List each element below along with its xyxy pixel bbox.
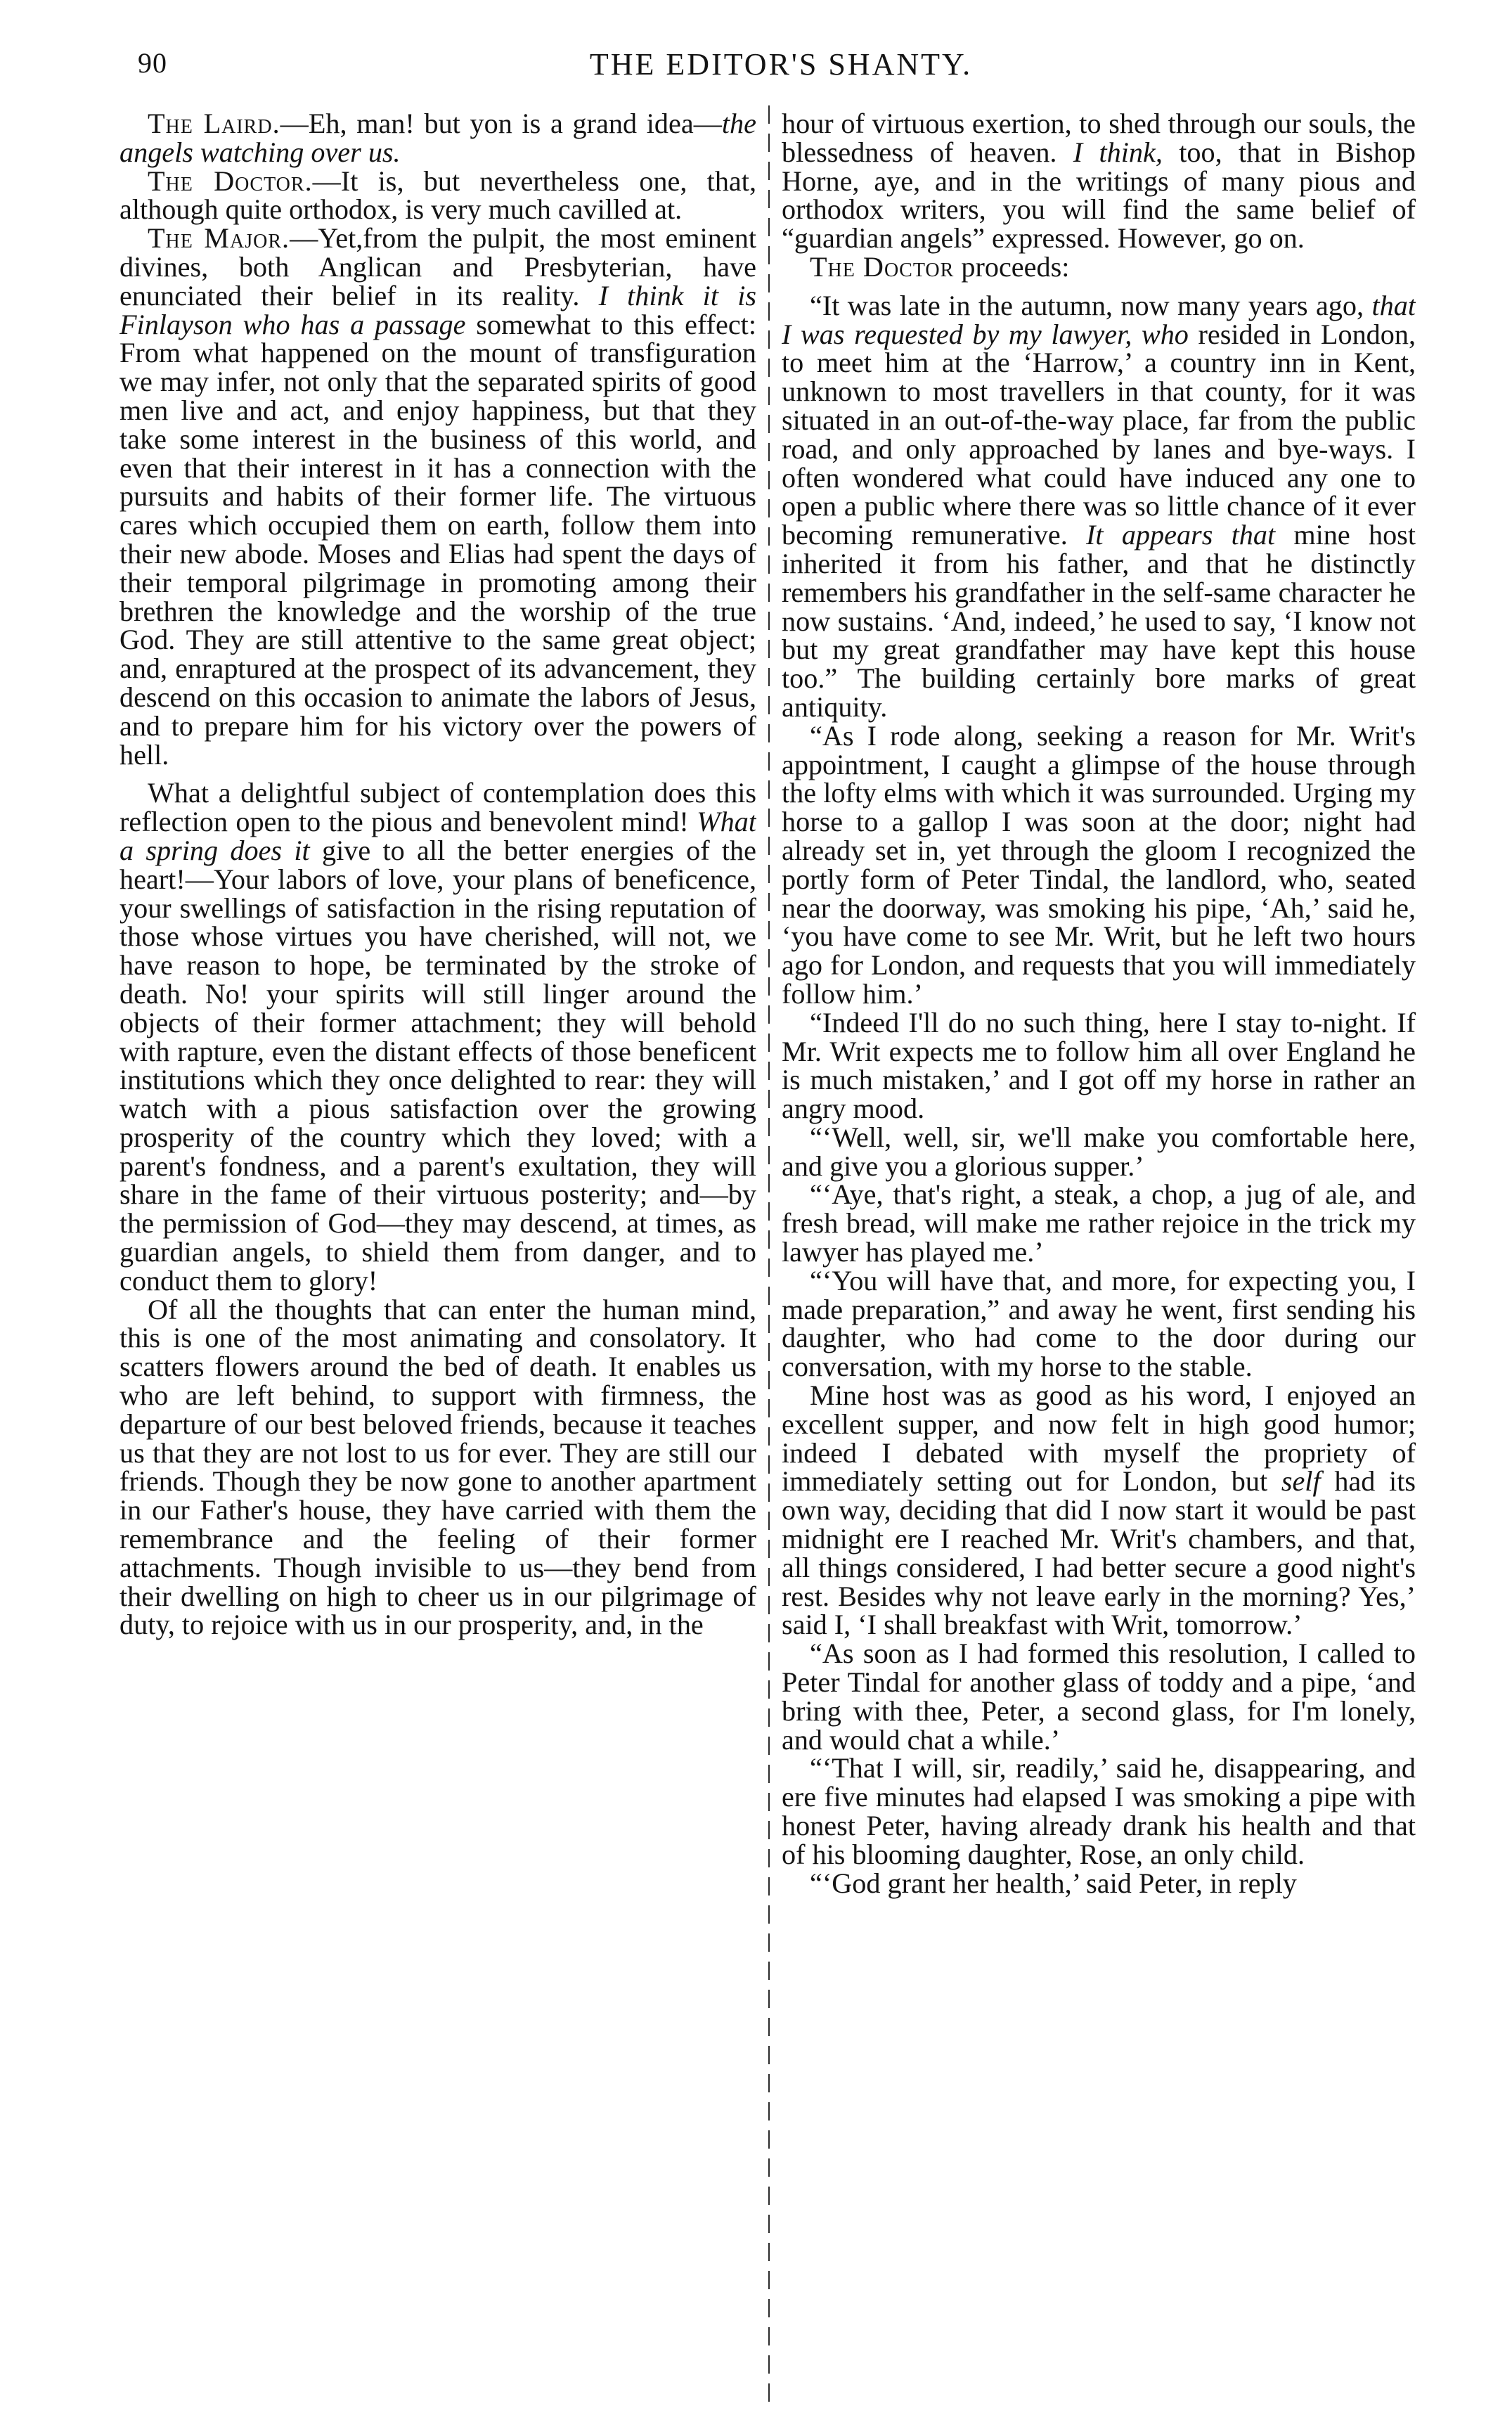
paragraph-text: “‘Aye, that's right, a steak, a chop, a jug of ale, and fresh bread, will make me rather rejoice in the trick my lawyer has played me.’ [782, 1178, 1416, 1268]
paragraph [782, 1379, 1416, 1641]
paragraph-text: “‘Well, well, sir, we'll make you comfortable here, and give you a glorious supper.’ [782, 1121, 1416, 1182]
running-title: THE EDITOR'S SHANTY. [589, 47, 973, 82]
paragraph-text: Mine host was as good as his word, I enjoyed an excellent supper, and now felt in high good humor; indeed I debated with myself the propriety of immediately setting out for London, but [782, 1379, 1416, 1498]
italic-text: What a spring does it [119, 806, 756, 866]
italic-text: It appears that [1086, 519, 1276, 551]
italic-text: the angels watching over us. [119, 110, 756, 168]
paragraph [782, 1637, 1416, 1756]
italic-text: self [1281, 1465, 1321, 1498]
paragraph [782, 250, 1416, 283]
paragraph-text: What a delightful subject of contemplation does this reflection open to the pious and benevolent mind! [119, 777, 756, 838]
italic-text: that I was requested by my lawyer, who [782, 289, 1416, 350]
speaker-name: The Major. [148, 222, 290, 255]
paragraph-text: resided in London, to meet him at the ‘Harrow,’ a country inn in Kent, unknown to most travellers in that county, for it was situated in an out-of-the-way place, far from the public road, and only approached by lanes and bye-ways. I often wondered what could have induced any one to open a public where there was so little chance of it ever becoming remunerative. [782, 318, 1416, 551]
paragraph-text: —Eh, man! but yon is a grand idea— [280, 110, 722, 139]
paragraph [782, 1754, 1416, 1869]
paragraph [782, 110, 1416, 253]
italic-text: I think, [1073, 136, 1163, 168]
paragraph [782, 1006, 1416, 1125]
paragraph-text: Of all the thoughts that can enter the human mind, this is one of the most animating and consolatory. It scatters flowers around the bed of death. It enables us who are left behind, to support with firmness, the departure of our best beloved friends, because it teaches us that they are not lost to us for ever. They are still our friends. Though they be now gone to another apartment in our Father's house, they have carried with them the remembrance and the feeling of their former attachments. Though invisible to us—they bend from their dwelling on high to cheer us in our pilgrimage of duty, to rejoice with us in our prosperity, and, in the [119, 1293, 756, 1641]
paragraph-text: —It is, but nevertheless one, that, although quite orthodox, is very much cavilled at. [119, 165, 756, 226]
paragraph [119, 1293, 756, 1641]
paragraph-text: —Yet,from the pulpit, the most eminent divines, both Anglican and Presbyterian, have enunciated their belief in its reality. [119, 222, 756, 311]
paragraph-text: “As soon as I had formed this resolution, I called to Peter Tindal for another glass of toddy and a pipe, ‘and bring with thee, Peter, a second glass, for I'm lonely, and would chat a while.’ [782, 1637, 1416, 1756]
speaker-name: The Laird. [148, 110, 280, 139]
running-head [138, 41, 1424, 90]
paragraph-text: “Indeed I'll do no such thing, here I stay to-night. If Mr. Writ expects me to follow him all over England he is much mistaken,’ and I got off my horse in rather an angry mood. [782, 1006, 1416, 1125]
paragraph-text: give to all the better energies of the heart!—Your labors of love, your plans of beneficence, your swellings of satisfaction in the rising reputation of those whose virtues you have cherished, will not, we have reason to hope, be terminated by the stroke of death. No! your spirits will still linger around the objects of their former attachment; they will behold with rapture, even the distant effects of those beneficent institutions which they once delighted to rear: they will watch with a pious satisfaction over the growing prosperity of the country which they loved; with a parent's fondness, and a parent's exultation, they will share in the fame of their virtuous posterity; and—by the permission of God—they may descend, at times, as guardian angels, to shield them from danger, and to conduct them to glory! [119, 834, 756, 1296]
paragraph [782, 1180, 1416, 1266]
paragraph-text: “As I rode along, seeking a reason for Mr. Writ's appointment, I caught a glimpse of the house through the lofty elms with which it was surrounded. Urging my horse to a gallop I was soon at the door; night had already set in, yet through the gloom I recognized the portly form of Peter Tindal, the landlord, who, seated near the doorway, was smoking his pipe, ‘Ah,’ said he, ‘you have come to see Mr. Writ, but he left two hours ago for London, and requests that you will immediately follow him.’ [782, 719, 1416, 1010]
paragraph [782, 719, 1416, 1010]
paragraph [119, 224, 756, 769]
paragraph-text: had its own way, deciding that did I now start it would be past midnight ere I reached Mr. Writ's chambers, and that, all things considered, I had better secure a good night's rest. Besides why not leave early in the morning? Yes,’ said I, ‘I shall breakfast with Writ, tomorrow.’ [782, 1465, 1416, 1641]
speaker-name: The Doctor. [148, 165, 313, 197]
paragraph [119, 167, 756, 225]
left-column [119, 110, 756, 2395]
paragraph-text: somewhat to this effect: From what happened on the mount of transfiguration we may infer, not only that the separated spirits of good men live and act, and enjoy happiness, but that they take some interest in the business of this world, and even that their interest in it has a connection with the pursuits and habits of their former life. The virtuous cares which occupied them on earth, follow them into their new abode. Moses and Elias had spent the days of their temporal pilgrimage in promoting among their brethren the knowledge and the worship of the true God. They are still attentive to the same great object; and, enraptured at the prospect of its advancement, they descend on this occasion to animate the labors of Jesus, and to prepare him for his victory over the powers of hell. [119, 308, 756, 771]
italic-text: I think it is Finlayson who has a passage [119, 279, 756, 340]
paragraph-text: “It was late in the autumn, now many years ago, [810, 289, 1372, 321]
paragraph [782, 1264, 1416, 1383]
paragraph-text: “‘That I will, sir, readily,’ said he, disappearing, and ere five minutes had elapsed I was smoking a pipe with honest Peter, having already drank his health and that of his blooming daughter, Rose, an only child. [782, 1752, 1416, 1870]
paragraph-text: mine host inherited it from his father, and that he distinctly remembers his grandfather in the self-same character he now sustains. ‘And, indeed,’ he used to say, ‘I know not but my great grandfather may have kept this house too.” The building certainly bore marks of great antiquity. [782, 519, 1416, 723]
paragraph-text: “‘God grant her health,’ said Peter, in reply [810, 1867, 1297, 1899]
paragraph-text: proceeds: [954, 250, 1070, 283]
paragraph-text: too, that in Bishop Horne, aye, and in the writings of many pious and orthodox writers, you will find the same belief of “guardian angels” expressed. However, go on. [782, 136, 1416, 255]
paragraph [119, 779, 756, 1295]
paragraph-text: hour of virtuous exertion, to shed through our souls, the blessedness of heaven. [782, 110, 1416, 168]
paragraph [782, 289, 1416, 723]
paragraph [119, 110, 756, 167]
paragraph [782, 1869, 1416, 1898]
paragraph-text: “‘You will have that, and more, for expecting you, I made preparation,” and away he went, first sending his daughter, who had come to the door during our conversation, with my horse to the stable. [782, 1264, 1416, 1383]
speaker-name: The Doctor [810, 250, 955, 283]
paragraph [782, 1121, 1416, 1182]
right-column [782, 110, 1416, 2395]
page-number: 90 [138, 47, 167, 79]
column-divider [768, 105, 770, 2405]
